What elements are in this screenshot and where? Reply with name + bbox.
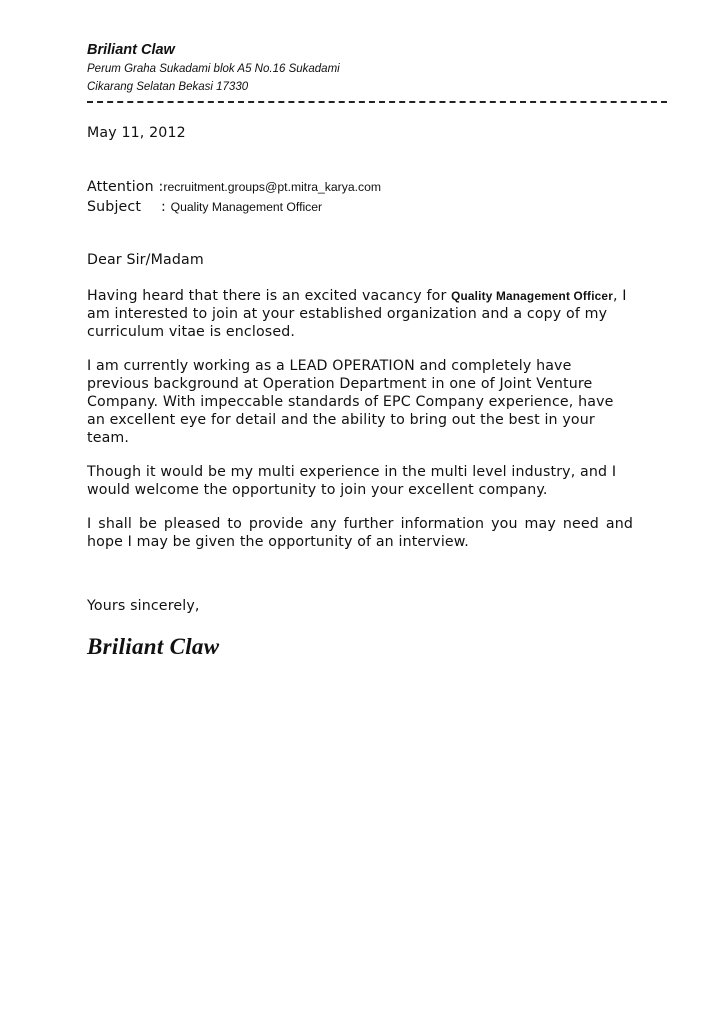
subject-label: Subject <box>87 199 142 215</box>
letter-date: May 11, 2012 <box>87 125 186 141</box>
experience-line-2: previous background at Operation Department in one of Joint Venture <box>87 376 593 392</box>
signature: Briliant Claw <box>87 634 220 659</box>
experience-line-3: Company. With impeccable standards of EPC Company experience, have <box>87 394 614 410</box>
paragraph-interest-rest: , I am interested to join at your established organization and a copy of my curriculum vitae is enclosed. <box>87 288 627 340</box>
sender-address-line-2: Cikarang Selatan Bekasi 17330 <box>87 81 249 93</box>
experience-line-4: an excellent eye for detail and the ability to bring out the best in your <box>87 412 595 428</box>
paragraph-experience <box>87 357 633 447</box>
paragraph-welcome <box>87 463 633 499</box>
header-divider <box>87 101 667 103</box>
paragraph-interest-intro: Having heard that there is an excited vacancy for <box>87 288 452 304</box>
closing: Yours sincerely, <box>87 598 200 614</box>
welcome-line-1: Though it would be my multi experience in the multi level industry, and I <box>87 464 617 480</box>
experience-line-1: I am currently working as a LEAD OPERATION and completely have <box>87 358 572 374</box>
position-name: Quality Management Officer <box>451 289 613 303</box>
subject-line <box>87 199 322 215</box>
welcome-line-2: would welcome the opportunity to join your excellent company. <box>87 482 548 498</box>
sender-name: Briliant Claw <box>87 42 175 58</box>
experience-line-5: team. <box>87 430 130 446</box>
paragraph-interest <box>87 287 633 341</box>
paragraph-interview: I shall be pleased to provide any further information you may need and hope I may be given the opportunity of an interview. <box>87 516 633 550</box>
sender-address-line-1: Perum Graha Sukadami blok A5 No.16 Sukadami <box>87 63 340 75</box>
attention-line <box>87 179 381 195</box>
subject-value: Quality Management Officer <box>170 200 323 214</box>
subject-separator: : <box>161 199 171 215</box>
salutation: Dear Sir/Madam <box>87 252 204 268</box>
attention-label: Attention : <box>87 179 164 195</box>
attention-value: recruitment.groups@pt.mitra_karya.com <box>163 180 382 194</box>
